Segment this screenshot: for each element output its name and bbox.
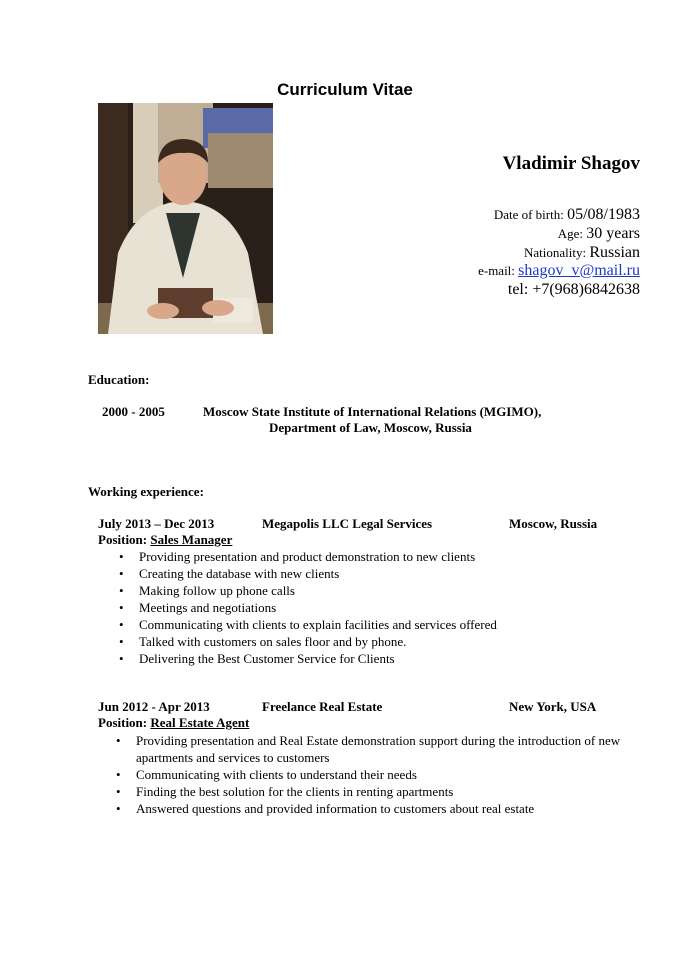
job-company: Freelance Real Estate xyxy=(262,699,383,714)
list-item: • Finding the best solution for the clients in renting apartments xyxy=(136,783,631,800)
position-label: Position: xyxy=(98,532,148,547)
list-item: • Making follow up phone calls xyxy=(139,582,639,599)
telephone-value: tel: +7(968)6842638 xyxy=(507,281,640,298)
education-years: 2000 - 2005 xyxy=(102,404,165,419)
age-label: Age: xyxy=(557,226,583,241)
position-label: Position: xyxy=(98,715,148,730)
list-item: • Providing presentation and Real Estate demonstration support during the introduction of new apartments and services to customers xyxy=(136,732,631,766)
job-duties-list xyxy=(136,732,631,817)
list-item: • Creating the database with new clients xyxy=(139,565,639,582)
list-item: • Providing presentation and product demonstration to new clients xyxy=(139,548,639,565)
profile-photo xyxy=(98,103,273,334)
age xyxy=(558,225,640,243)
education-heading: Education: xyxy=(88,372,150,387)
job-location: Moscow, Russia xyxy=(509,516,598,531)
job-company: Megapolis LLC Legal Services xyxy=(262,516,433,531)
list-item: • Delivering the Best Customer Service for Clients xyxy=(139,650,639,667)
person-name: Vladimir Shagov xyxy=(502,153,640,174)
age-value: 30 years xyxy=(586,225,640,242)
dob-value: 05/08/1983 xyxy=(567,206,640,223)
dob-label: Date of birth: xyxy=(493,207,564,222)
job-dates: July 2013 – Dec 2013 xyxy=(98,516,215,531)
job-location: New York, USA xyxy=(509,699,597,714)
portrait-image xyxy=(98,103,273,334)
nationality-value: Russian xyxy=(589,244,640,261)
position-title: Sales Manager xyxy=(150,532,233,547)
education-institution: Moscow State Institute of International Relations (MGIMO), xyxy=(203,404,542,419)
email xyxy=(478,262,640,280)
telephone xyxy=(508,281,640,299)
nationality-label: Nationality: xyxy=(523,245,587,260)
list-item: • Communicating with clients to explain facilities and services offered xyxy=(139,616,639,633)
position-title: Real Estate Agent xyxy=(150,715,250,730)
job-dates: Jun 2012 - Apr 2013 xyxy=(98,699,210,714)
date-of-birth xyxy=(494,206,640,224)
education-department: Department of Law, Moscow, Russia xyxy=(269,420,472,435)
list-item: • Meetings and negotiations xyxy=(139,599,639,616)
nationality xyxy=(524,244,640,262)
job-position xyxy=(98,532,232,548)
list-item: • Answered questions and provided information to customers about real estate xyxy=(136,800,631,817)
list-item: • Talked with customers on sales floor and by phone. xyxy=(139,633,639,650)
email-link[interactable]: shagov_v@mail.ru xyxy=(518,262,640,279)
list-item: • Communicating with clients to understand their needs xyxy=(136,766,631,783)
experience-heading: Working experience: xyxy=(88,484,204,499)
email-label: e-mail: xyxy=(478,263,515,278)
job-position xyxy=(98,715,249,731)
document-title: Curriculum Vitae xyxy=(277,80,413,99)
job-duties-list xyxy=(139,548,639,667)
